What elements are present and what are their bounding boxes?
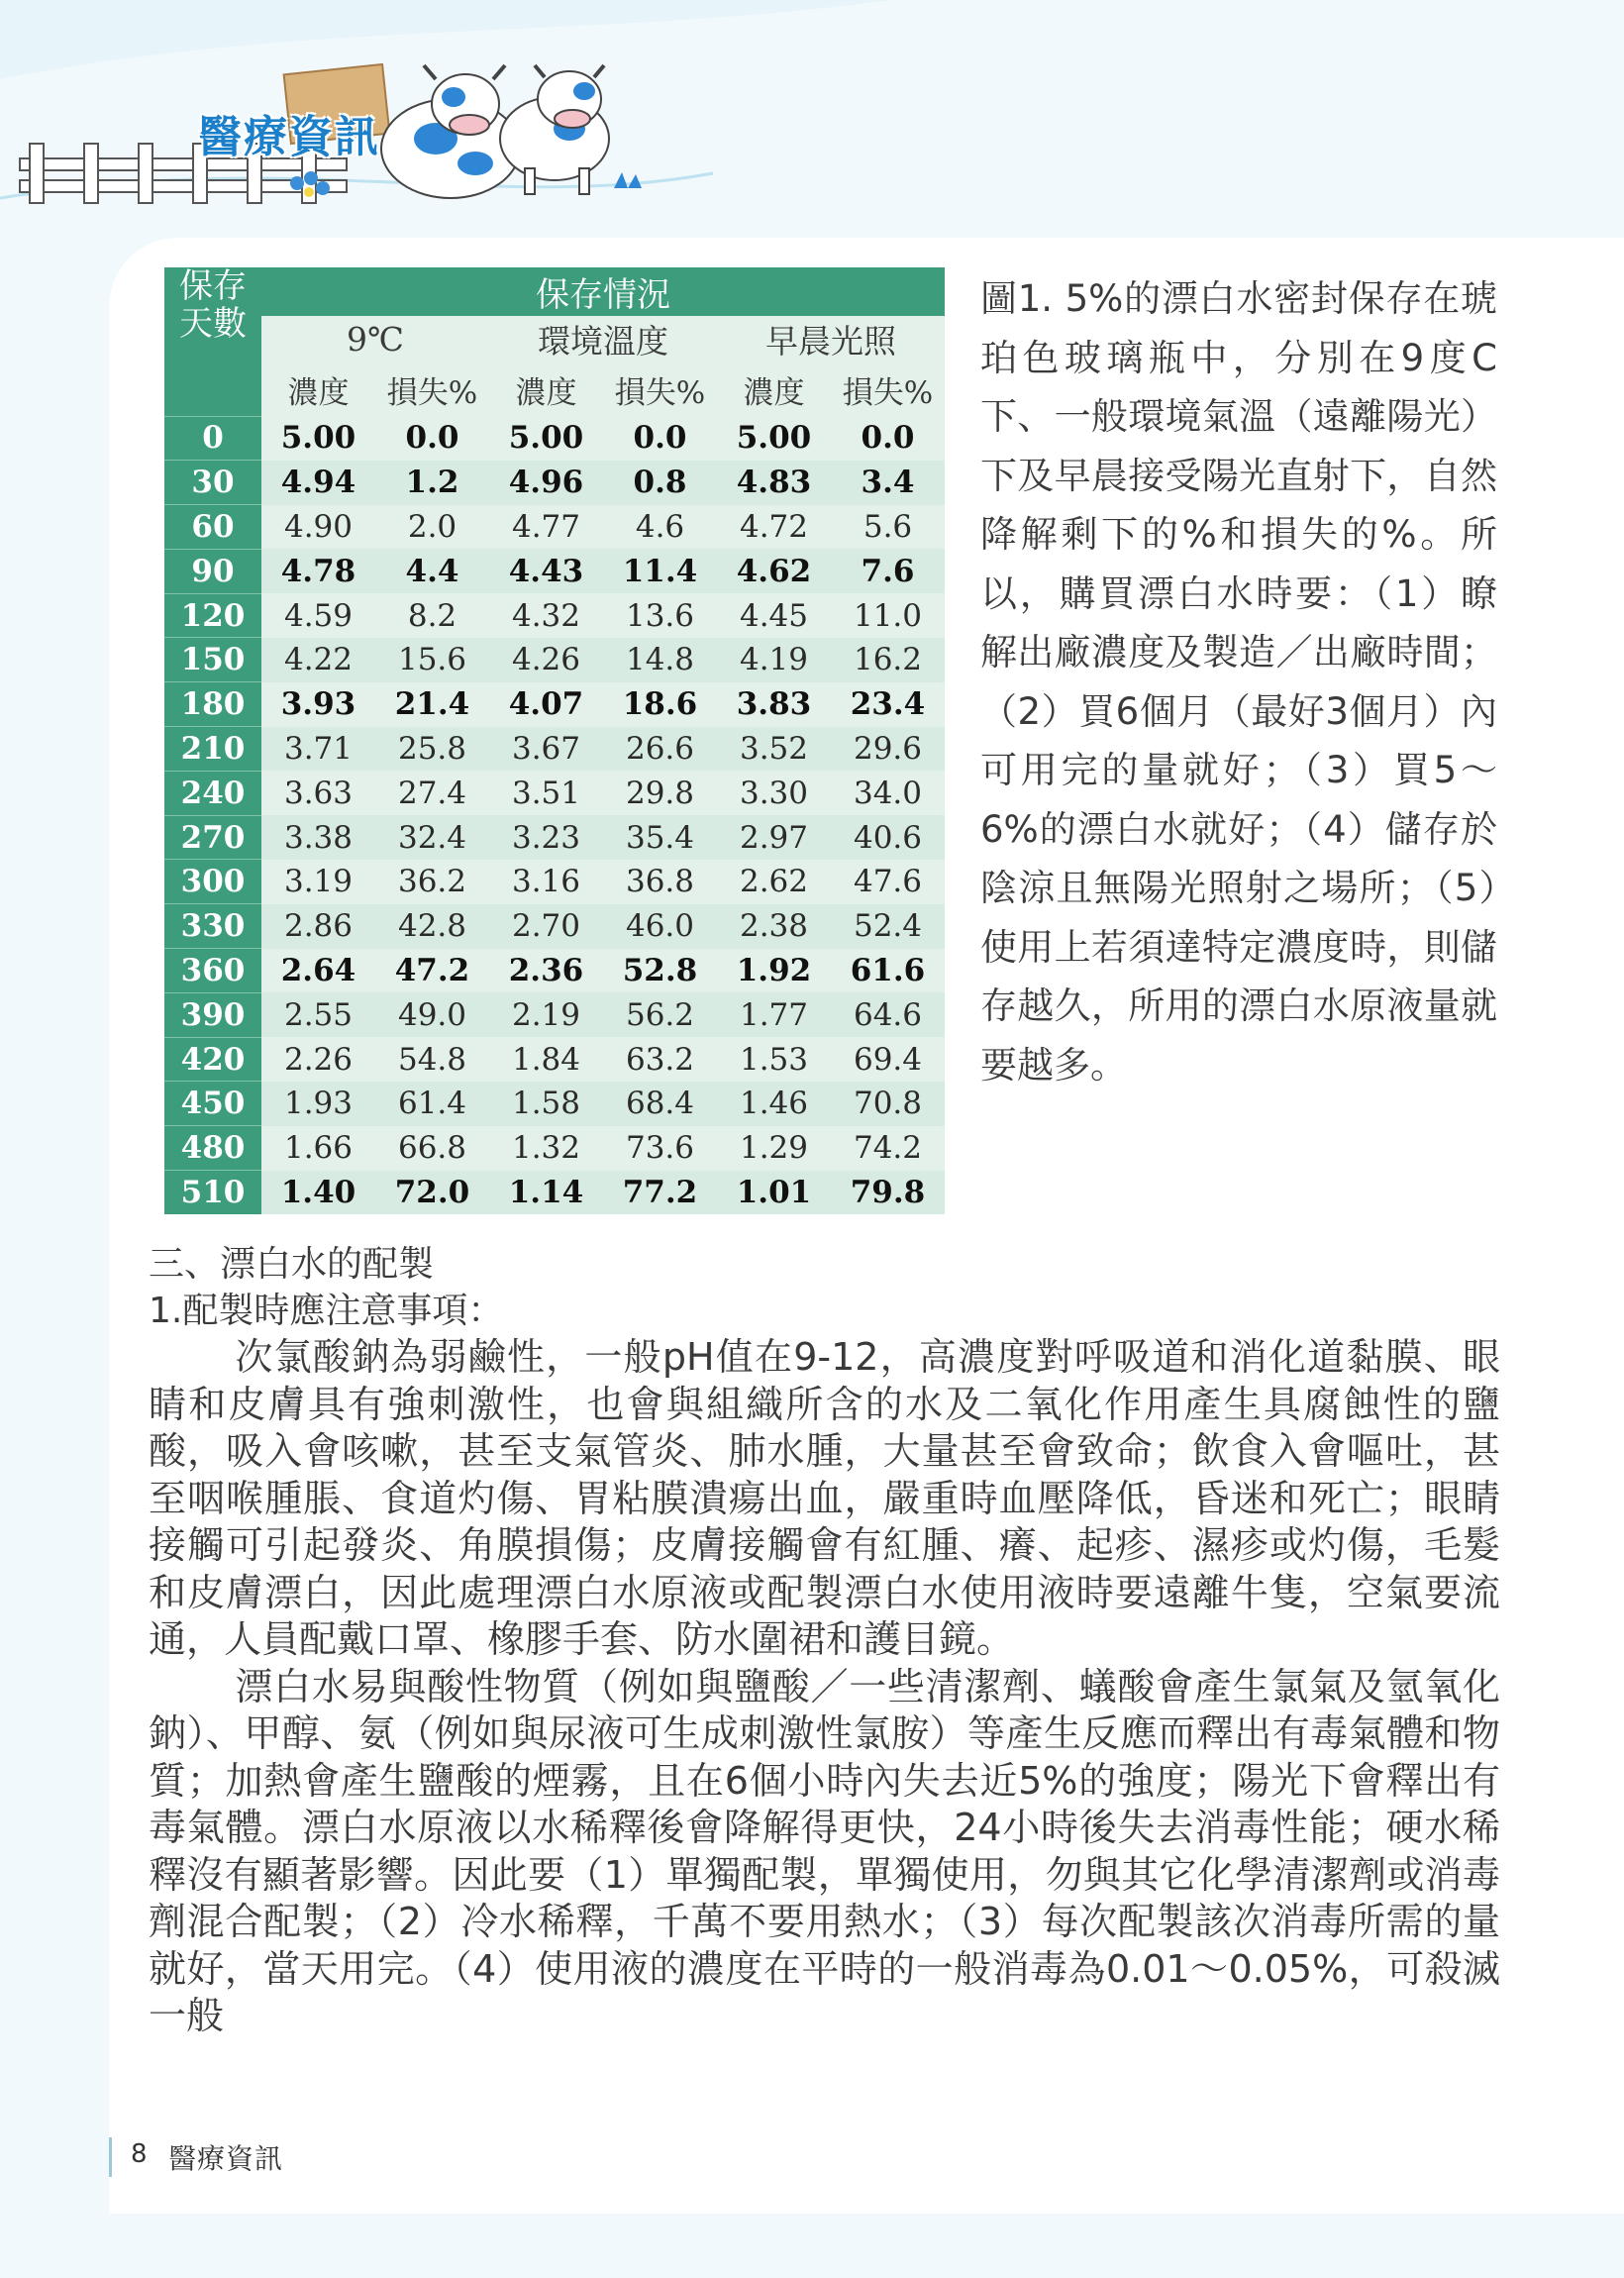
subheader-concentration: 濃度 (717, 362, 831, 416)
loss-cell: 77.2 (603, 1171, 717, 1214)
loss-cell: 66.8 (375, 1126, 489, 1171)
concentration-cell: 3.30 (717, 771, 831, 815)
loss-cell: 47.2 (375, 949, 489, 993)
header-condition: 保存情況 (261, 267, 945, 316)
row-day-cell: 0 (164, 416, 261, 461)
banner-title: 醫療資訊 (198, 112, 380, 162)
loss-cell: 26.6 (603, 727, 717, 772)
concentration-cell: 3.23 (489, 815, 603, 860)
concentration-cell: 4.78 (261, 549, 375, 593)
loss-cell: 35.4 (603, 815, 717, 860)
concentration-cell: 2.19 (489, 992, 603, 1037)
loss-cell: 4.6 (603, 505, 717, 550)
loss-cell: 74.2 (831, 1126, 945, 1171)
figure-caption: 圖1. 5%的漂白水密封保存在琥珀色玻璃瓶中，分別在9度C下、一般環境氣溫（遠離陽光）下及早晨接受陽光直射下，自然降解剩下的%和損失的%。所以，購買漂白水時要：（1）瞭解出廠濃度及製造／出廠時間；（2）買6個月（最好3個月）內可用完的量就好；（3）買5～6%的漂白水就好；（4）儲存於陰涼且無陽光照射之場所；（5）使用上若須達特定濃度時，則儲存越久，所用的漂白水原液量就要越多。 (980, 277, 1497, 1087)
loss-cell: 0.0 (831, 416, 945, 461)
concentration-cell: 4.59 (261, 593, 375, 638)
loss-cell: 49.0 (375, 992, 489, 1037)
concentration-cell: 4.94 (261, 461, 375, 505)
concentration-cell: 1.92 (717, 949, 831, 993)
loss-cell: 36.2 (375, 860, 489, 904)
concentration-cell: 3.52 (717, 727, 831, 772)
loss-cell: 11.4 (603, 549, 717, 593)
concentration-cell: 1.01 (717, 1171, 831, 1214)
concentration-cell: 1.77 (717, 992, 831, 1037)
table-row (164, 771, 945, 815)
loss-cell: 0.8 (603, 461, 717, 505)
concentration-cell: 4.45 (717, 593, 831, 638)
row-day-cell: 240 (164, 771, 261, 815)
concentration-cell: 5.00 (261, 416, 375, 461)
table-row (164, 549, 945, 593)
subheader-loss: 損失% (831, 362, 945, 416)
table-row (164, 1126, 945, 1171)
row-day-cell: 120 (164, 593, 261, 638)
concentration-cell: 1.32 (489, 1126, 603, 1171)
row-day-cell: 420 (164, 1037, 261, 1082)
loss-cell: 3.4 (831, 461, 945, 505)
grass-icon (614, 172, 642, 188)
concentration-cell: 4.90 (261, 505, 375, 550)
concentration-cell: 1.66 (261, 1126, 375, 1171)
table-row (164, 860, 945, 904)
header-cond-sunlight: 早晨光照 (717, 316, 945, 362)
loss-cell: 11.0 (831, 593, 945, 638)
table-row (164, 682, 945, 727)
loss-cell: 70.8 (831, 1082, 945, 1126)
concentration-cell: 3.63 (261, 771, 375, 815)
concentration-cell: 1.29 (717, 1126, 831, 1171)
row-day-cell: 390 (164, 992, 261, 1037)
row-day-cell: 180 (164, 682, 261, 727)
loss-cell: 25.8 (375, 727, 489, 772)
concentration-cell: 3.38 (261, 815, 375, 860)
concentration-cell: 2.70 (489, 904, 603, 949)
concentration-cell: 1.53 (717, 1037, 831, 1082)
loss-cell: 64.6 (831, 992, 945, 1037)
row-day-cell: 300 (164, 860, 261, 904)
loss-cell: 52.8 (603, 949, 717, 993)
footer-divider (109, 2137, 112, 2177)
loss-cell: 46.0 (603, 904, 717, 949)
header-cond-9c: 9℃ (261, 316, 489, 362)
concentration-cell: 2.36 (489, 949, 603, 993)
table-row (164, 904, 945, 949)
concentration-cell: 2.86 (261, 904, 375, 949)
loss-cell: 4.4 (375, 549, 489, 593)
concentration-cell: 1.84 (489, 1037, 603, 1082)
cow-icon (500, 65, 609, 194)
loss-cell: 2.0 (375, 505, 489, 550)
table-body (164, 416, 945, 1214)
concentration-cell: 2.64 (261, 949, 375, 993)
concentration-cell: 2.26 (261, 1037, 375, 1082)
loss-cell: 36.8 (603, 860, 717, 904)
loss-cell: 40.6 (831, 815, 945, 860)
concentration-cell: 2.62 (717, 860, 831, 904)
concentration-cell: 3.19 (261, 860, 375, 904)
row-day-cell: 330 (164, 904, 261, 949)
concentration-cell: 4.62 (717, 549, 831, 593)
loss-cell: 69.4 (831, 1037, 945, 1082)
loss-cell: 32.4 (375, 815, 489, 860)
loss-cell: 79.8 (831, 1171, 945, 1214)
concentration-cell: 4.19 (717, 638, 831, 682)
concentration-cell: 2.38 (717, 904, 831, 949)
concentration-cell: 3.71 (261, 727, 375, 772)
loss-cell: 29.6 (831, 727, 945, 772)
loss-cell: 29.8 (603, 771, 717, 815)
loss-cell: 72.0 (375, 1171, 489, 1214)
subsection-heading: 1.配製時應注意事項： (149, 1291, 504, 1331)
concentration-cell: 4.07 (489, 682, 603, 727)
concentration-cell: 4.77 (489, 505, 603, 550)
concentration-cell: 1.40 (261, 1171, 375, 1214)
loss-cell: 14.8 (603, 638, 717, 682)
loss-cell: 5.6 (831, 505, 945, 550)
concentration-cell: 1.46 (717, 1082, 831, 1126)
concentration-cell: 3.51 (489, 771, 603, 815)
concentration-cell: 2.97 (717, 815, 831, 860)
table-row (164, 1171, 945, 1214)
header-banner (0, 0, 1624, 228)
paragraph-2: 漂白水易與酸性物質（例如與鹽酸／一些清潔劑、蟻酸會產生氯氣及氫氧化鈉）、甲醇、氨（例如與尿液可生成刺激性氯胺）等產生反應而釋出有毒氣體和物質；加熱會產生鹽酸的煙霧，且在6個小時內失去近5%的強度；陽光下會釋出有毒氣體。漂白水原液以水稀釋後會降解得更快，24小時後失去消毒性能；硬水稀釋沒有顯著影響。因此要（1）單獨配製，單獨使用，勿與其它化學清潔劑或消毒劑混合配製；（2）冷水稀釋，千萬不要用熱水；（3）每次配製該次消毒所需的量就好，當天用完。（4）使用液的濃度在平時的一般消毒為0.01～0.05%，可殺滅一般 (149, 1664, 1500, 2037)
header-cond-ambient: 環境溫度 (489, 316, 717, 362)
loss-cell: 63.2 (603, 1037, 717, 1082)
row-day-cell: 360 (164, 949, 261, 993)
loss-cell: 15.6 (375, 638, 489, 682)
loss-cell: 16.2 (831, 638, 945, 682)
table-row (164, 461, 945, 505)
loss-cell: 52.4 (831, 904, 945, 949)
page-number: 8 (131, 2139, 148, 2169)
loss-cell: 73.6 (603, 1126, 717, 1171)
loss-cell: 21.4 (375, 682, 489, 727)
row-day-cell: 30 (164, 461, 261, 505)
concentration-cell: 3.83 (717, 682, 831, 727)
loss-cell: 61.6 (831, 949, 945, 993)
row-day-cell: 210 (164, 727, 261, 772)
loss-cell: 13.6 (603, 593, 717, 638)
table-row (164, 727, 945, 772)
loss-cell: 18.6 (603, 682, 717, 727)
row-day-cell: 60 (164, 505, 261, 550)
concentration-cell: 4.83 (717, 461, 831, 505)
table-row (164, 416, 945, 461)
row-day-cell: 150 (164, 638, 261, 682)
loss-cell: 34.0 (831, 771, 945, 815)
table-row (164, 992, 945, 1037)
header-days: 保存天數 (164, 267, 261, 416)
row-day-cell: 450 (164, 1082, 261, 1126)
concentration-cell: 4.32 (489, 593, 603, 638)
loss-cell: 42.8 (375, 904, 489, 949)
concentration-cell: 5.00 (717, 416, 831, 461)
loss-cell: 0.0 (603, 416, 717, 461)
table-row (164, 593, 945, 638)
concentration-cell: 1.58 (489, 1082, 603, 1126)
row-day-cell: 270 (164, 815, 261, 860)
row-day-cell: 480 (164, 1126, 261, 1171)
loss-cell: 56.2 (603, 992, 717, 1037)
table-row (164, 638, 945, 682)
article-body (149, 1241, 1500, 2040)
loss-cell: 47.6 (831, 860, 945, 904)
paragraph-1: 次氯酸鈉為弱鹼性，一般pH值在9-12，高濃度對呼吸道和消化道黏膜、眼睛和皮膚具有強刺激性，也會與組織所含的水及二氧化作用產生具腐蝕性的鹽酸，吸入會咳嗽，甚至支氣管炎、肺水腫，大量甚至會致命；飲食入會嘔吐，甚至咽喉腫脹、食道灼傷、胃粘膜潰瘍出血，嚴重時血壓降低，昏迷和死亡；眼睛接觸可引起發炎、角膜損傷；皮膚接觸會有紅腫、癢、起疹、濕疹或灼傷，毛髮和皮膚漂白，因此處理漂白水原液或配製漂白水使用液時要遠離牛隻，空氣要流通，人員配戴口罩、橡膠手套、防水圍裙和護目鏡。 (149, 1335, 1500, 1661)
section-heading: 三、漂白水的配製 (149, 1244, 435, 1285)
concentration-cell: 3.93 (261, 682, 375, 727)
concentration-cell: 1.14 (489, 1171, 603, 1214)
concentration-cell: 3.16 (489, 860, 603, 904)
subheader-concentration: 濃度 (261, 362, 375, 416)
loss-cell: 54.8 (375, 1037, 489, 1082)
table-row (164, 1037, 945, 1082)
subheader-loss: 損失% (375, 362, 489, 416)
storage-table-container (164, 267, 945, 1214)
table-row (164, 815, 945, 860)
subheader-concentration: 濃度 (489, 362, 603, 416)
bleach-storage-table (164, 267, 945, 1214)
concentration-cell: 4.43 (489, 549, 603, 593)
row-day-cell: 90 (164, 549, 261, 593)
loss-cell: 8.2 (375, 593, 489, 638)
concentration-cell: 2.55 (261, 992, 375, 1037)
subheader-loss: 損失% (603, 362, 717, 416)
loss-cell: 0.0 (375, 416, 489, 461)
loss-cell: 23.4 (831, 682, 945, 727)
cow-icon (381, 65, 520, 198)
concentration-cell: 5.00 (489, 416, 603, 461)
concentration-cell: 1.93 (261, 1082, 375, 1126)
loss-cell: 68.4 (603, 1082, 717, 1126)
concentration-cell: 4.26 (489, 638, 603, 682)
loss-cell: 61.4 (375, 1082, 489, 1126)
table-row (164, 1082, 945, 1126)
concentration-cell: 4.72 (717, 505, 831, 550)
flower-icon (290, 171, 330, 197)
loss-cell: 7.6 (831, 549, 945, 593)
footer-title: 醫療資訊 (168, 2142, 284, 2175)
row-day-cell: 510 (164, 1171, 261, 1214)
concentration-cell: 3.67 (489, 727, 603, 772)
table-row (164, 949, 945, 993)
loss-cell: 27.4 (375, 771, 489, 815)
concentration-cell: 4.96 (489, 461, 603, 505)
concentration-cell: 4.22 (261, 638, 375, 682)
loss-cell: 1.2 (375, 461, 489, 505)
table-row (164, 505, 945, 550)
